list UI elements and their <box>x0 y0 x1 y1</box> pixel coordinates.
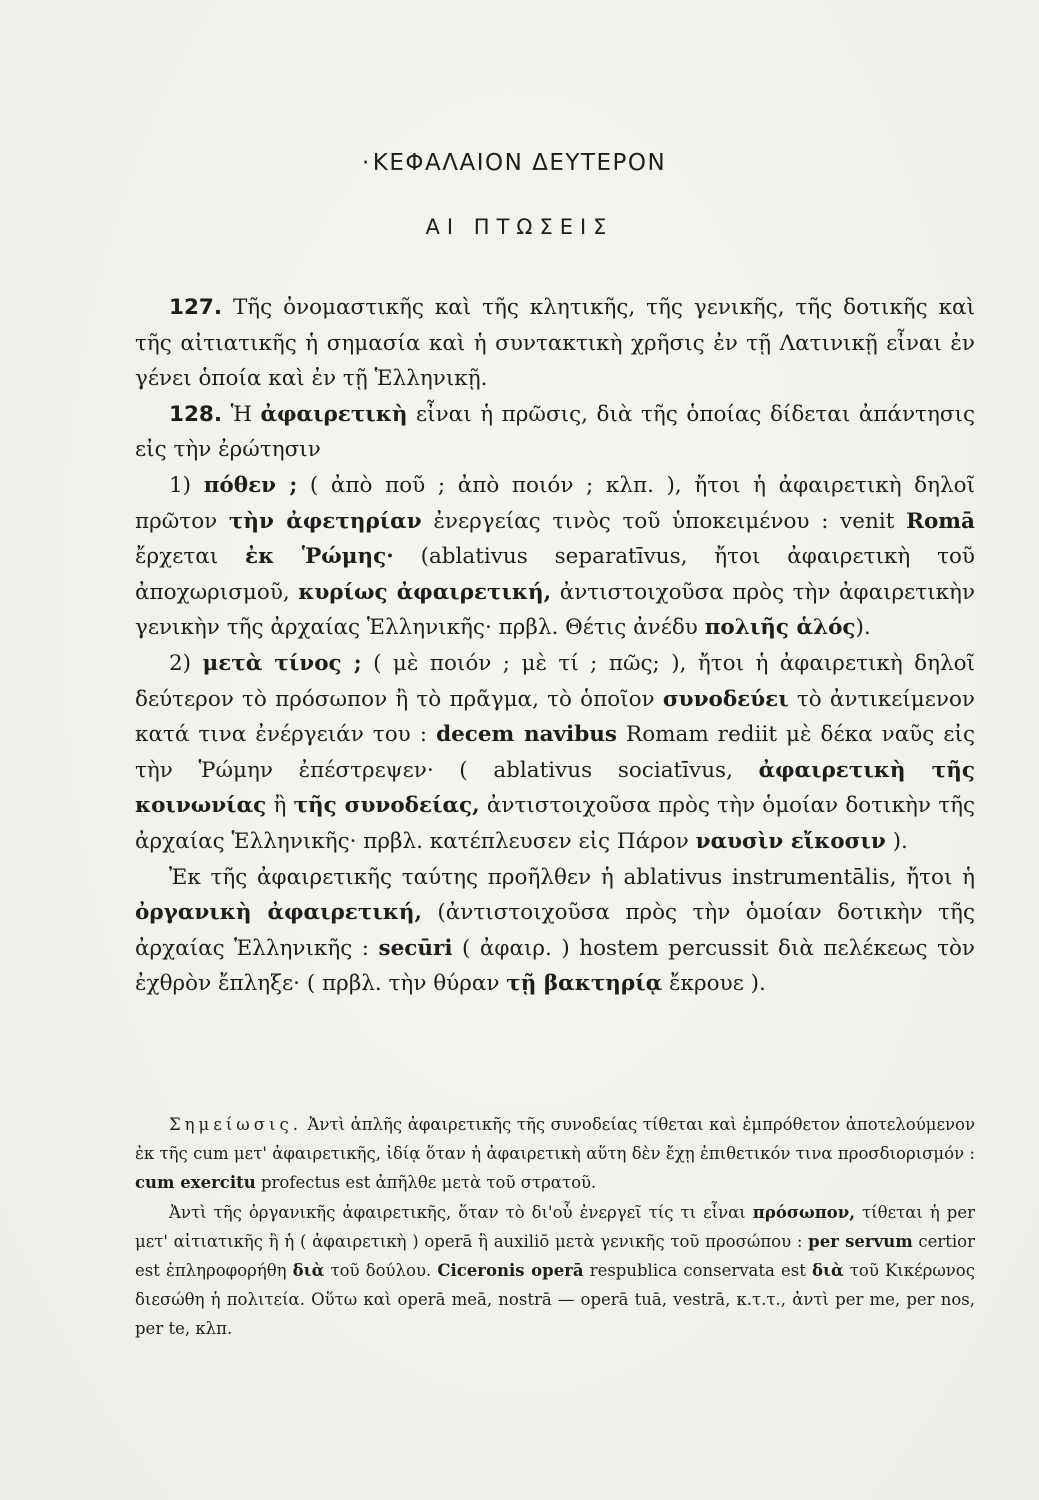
text: 2) <box>169 650 203 676</box>
paragraph-number: 127. <box>169 295 223 320</box>
bold-term: per servum <box>808 1231 913 1251</box>
chapter-heading <box>0 150 1039 176</box>
text: certior est ἐπληροφορήθη <box>135 1231 976 1281</box>
note-2 <box>135 1198 975 1344</box>
text: εἶναι ἡ πρῶσις, διὰ τῆς ὁποίας δίδεται ἀπάντησις εἰς τὴν ἐρώτησιν <box>135 401 975 463</box>
bold-term: πολιῆς ἁλός <box>704 615 856 641</box>
paragraph-128 <box>135 397 975 468</box>
bold-term: διὰ <box>811 1261 844 1281</box>
item-2 <box>135 646 975 860</box>
text: (ἀντιστοιχοῦσα πρὸς τὴν ὁμοίαν δοτικὴν τῆς ἀρχαίας Ἑλληνικῆς : <box>135 900 975 961</box>
text: Ἀντὶ ἁπλῆς ἀφαιρετικῆς τῆς συνοδείας τίθεται καὶ ἐμπρόθετον ἀποτελούμενον ἐκ τῆς cum μετ' ἀφαιρετικῆς, ἰδίᾳ ὅταν ἡ ἀφαιρετικὴ αὕτη δὲν ἔχῃ ἐπιθετικόν τινα προσδιορισμόν : <box>135 1115 975 1164</box>
bold-term: ναυσὶν εἴκοσιν <box>695 828 886 854</box>
chapter-title: ΚΕΦΑΛΑΙΟΝ ΔΕΥΤΕΡΟΝ <box>372 150 667 176</box>
instrumental-paragraph <box>135 860 975 1002</box>
text: τὸ ἀντικείμενον κατά τινα ἐνέργειάν του : <box>135 686 976 748</box>
paragraph-text: Τῆς ὀνομαστικῆς καὶ τῆς κλητικῆς, τῆς γενικῆς, τῆς δοτικῆς καὶ τῆς αἰτιατικῆς ἡ σημασία καὶ ἡ συντακτικὴ χρῆσις ἐν τῇ Λατινικῇ εἶναι ἐν γένει ὁποία καὶ ἐν τῇ Ἑλληνικῇ. <box>135 295 975 392</box>
text: (ablativus separatīvus, ἤτοι ἀφαιρετικὴ τοῦ ἀποχωρισμοῦ, <box>135 544 975 605</box>
text: ἢ <box>266 793 294 819</box>
item-1 <box>135 468 975 646</box>
bold-term: τῆς συνοδείας, <box>293 793 480 819</box>
bold-term: ὀργανικὴ ἀφαιρετική, <box>135 900 422 926</box>
bold-term: ἐκ Ῥώμης· <box>245 544 394 570</box>
bold-term: decem navibus <box>436 722 617 748</box>
bold-term: ἀφαιρετικὴ τῆς κοινωνίας <box>135 757 975 819</box>
bold-term: ἀφαιρετικὴ <box>260 401 408 427</box>
text: ἐνεργείας τινὸς τοῦ ὑποκειμένου : venit <box>421 508 907 534</box>
text: τοῦ δούλου. <box>324 1261 438 1281</box>
text: ἔκρουε ). <box>662 971 766 997</box>
bold-term: τὴν ἀφετηρίαν <box>228 508 422 534</box>
text: τίθεται ἡ per μετ' αἰτιατικῆς ἢ ἡ ( ἀφαιρετικὴ ) operā ἢ auxiliō μετὰ γενικῆς τοῦ προσώπου : <box>135 1202 976 1251</box>
text: Ἐκ τῆς ἀφαιρετικῆς ταύτης προῆλθεν ἡ ablativus instrumentālis, ἤτοι ἡ <box>169 864 975 890</box>
text: ( μὲ ποιόν ; μὲ τί ; πῶς; ), ἤτοι ἡ ἀφαιρετικὴ δηλοῖ δεύτερον τὸ πρόσωπον ἢ τὸ πρᾶγμα, τὸ ὁποῖον <box>135 650 975 712</box>
text: ). <box>885 828 908 854</box>
text: ( ἀπὸ ποῦ ; ἀπὸ ποιόν ; κλπ. ), ἤτοι ἡ ἀφαιρετικὴ δηλοῖ πρῶτον <box>135 472 976 534</box>
text: ἔρχεται <box>135 544 246 570</box>
bold-term: συνοδεύει <box>662 686 789 712</box>
bold-term: διὰ <box>292 1261 325 1281</box>
bold-term: πρόσωπον, <box>752 1202 856 1222</box>
bold-term: cum exercitu <box>135 1173 256 1193</box>
text: ). <box>855 615 871 641</box>
bold-term: Romā <box>906 508 975 534</box>
bold-term: τῇ βακτηρίᾳ <box>506 971 663 997</box>
note-1 <box>135 1110 975 1198</box>
paragraph-number: 128. <box>169 401 223 427</box>
text: ἀντιστοιχοῦσα πρὸς τὴν ἀφαιρετικὴν γενικὴν τῆς ἀρχαίας Ἑλληνικῆς· πρβλ. Θέτις ἀνέδυ <box>135 579 976 641</box>
note-label: Σημείωσις. <box>169 1115 302 1134</box>
text: Ἡ <box>222 401 261 427</box>
bold-term: πόθεν ; <box>203 472 298 498</box>
bold-term: Ciceronis operā <box>437 1261 584 1281</box>
section-title: ΑΙ ΠΤΩΣΕΙΣ <box>425 215 614 239</box>
text: ἀντιστοιχοῦσα πρὸς τὴν ὁμοίαν δοτικὴν τῆς ἀρχαίας Ἑλληνικῆς· πρβλ. κατέπλευσεν εἰς Πάρον <box>135 793 976 854</box>
paragraph-127 <box>135 290 975 397</box>
main-text <box>135 290 975 1002</box>
text: respublica conservata est <box>583 1261 812 1281</box>
text: Romam rediit μὲ δέκα ναῦς εἰς τὴν Ῥώμην ἐπέστρεψεν· ( ablativus sociatīvus, <box>135 722 975 783</box>
text: τοῦ Κικέρωνος διεσώθη ἡ πολιτεία. Οὕτω καὶ operā meā, nostrā — operā tuā, vestrā, κ.τ.τ., ἀντὶ per me, per nos, per te, κλπ. <box>135 1261 975 1339</box>
bold-term: secūri <box>378 935 453 961</box>
bold-term: κυρίως ἀφαιρετική, <box>298 579 552 605</box>
text: 1) <box>169 472 204 498</box>
bold-term: μετὰ τίνος ; <box>202 650 362 676</box>
notes-section <box>135 1110 975 1344</box>
text: profectus est ἀπῆλθε μετὰ τοῦ στρατοῦ. <box>255 1173 597 1193</box>
text: ( ἀφαιρ. ) hostem percussit διὰ πελέκεως τὸν ἐχθρὸν ἔπληξε· ( πρβλ. τὴν θύραν <box>135 935 975 997</box>
heading-dot: · <box>362 150 371 176</box>
text: Ἀντὶ τῆς ὀργανικῆς ἀφαιρετικῆς, ὅταν τὸ δι'οὗ ἐνεργεῖ τίς τι εἶναι <box>169 1202 753 1222</box>
